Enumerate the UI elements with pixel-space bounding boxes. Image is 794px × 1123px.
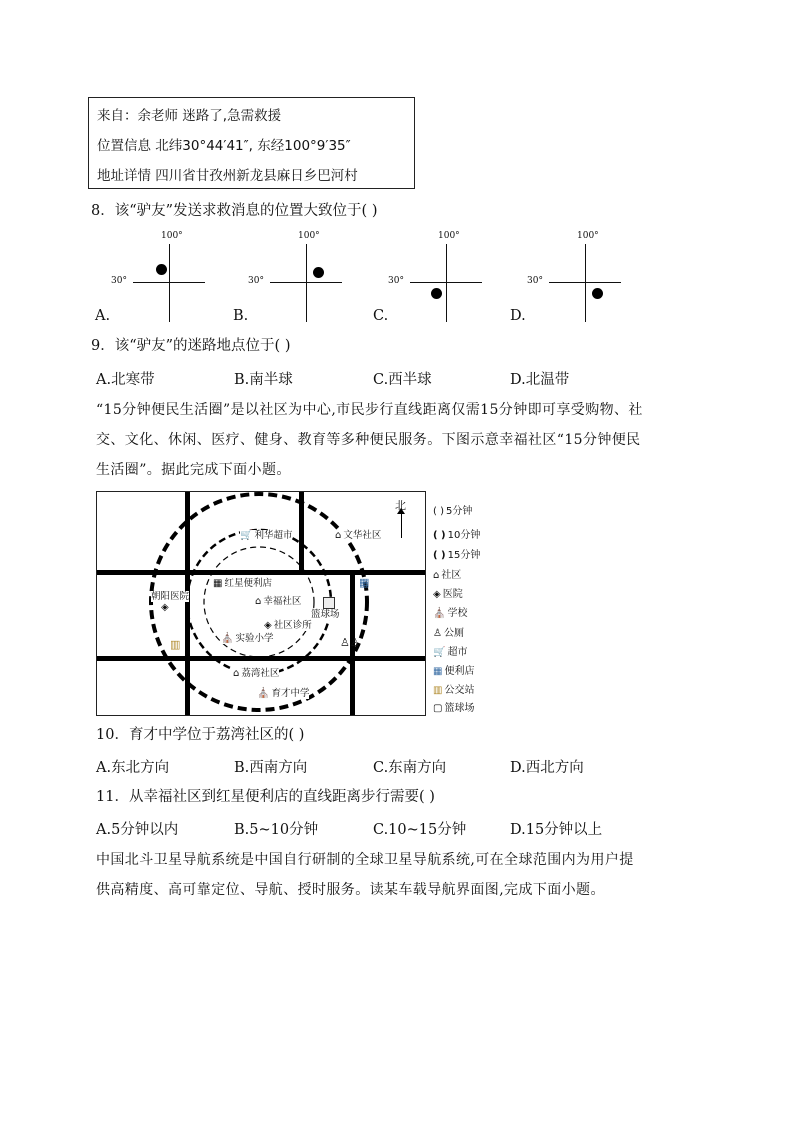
house-icon: ⌂: [233, 668, 240, 679]
q10-option-a: A.东北方向: [96, 760, 170, 776]
legend-10min: ( ) 10分钟: [433, 530, 481, 541]
legend-toilet: ♙ 公厕: [433, 628, 464, 639]
legend-basketball-court: ▢ 篮球场: [433, 703, 475, 714]
wenhua-community: ⌂ 文华社区: [335, 530, 382, 541]
lon-label: 100°: [161, 231, 183, 241]
lihua-supermarket: 🛒 利华超市: [240, 530, 293, 541]
yucai-middle-school: ⛪ 育才中学: [257, 688, 310, 699]
cart-icon: 🛒: [240, 530, 253, 541]
q11-option-b: B.5~10分钟: [234, 822, 319, 838]
chaoyang-hospital: 朝阳医院: [151, 591, 190, 602]
lat-label: 30°: [248, 276, 264, 286]
q10-option-c: C.东南方向: [373, 760, 447, 776]
location-dot: [431, 288, 442, 299]
lat-label: 30°: [111, 276, 127, 286]
north-arrow-icon: [401, 512, 402, 538]
toilet-icon: ♙♙: [340, 636, 360, 649]
hospital-icon: ◈: [264, 620, 272, 631]
hongxing-store: ▦ 红星便利店: [213, 578, 272, 589]
option-b: B.: [233, 308, 249, 324]
option-c: C.: [373, 308, 389, 324]
q11-option-a: A.5分钟以内: [96, 822, 179, 838]
location-dot: [156, 264, 167, 275]
message-box: [88, 97, 415, 189]
toilet-icon: ♙: [433, 628, 442, 639]
store-icon: ▦: [433, 666, 443, 677]
q10-option-d: D.西北方向: [510, 760, 584, 776]
intro-3-line-1: 中国北斗卫星导航系统是中国自行研制的全球卫星导航系统,可在全球范围内为用户提: [96, 852, 634, 868]
school-icon: ⛪: [221, 633, 234, 644]
q9-option-a: A.北寒带: [96, 372, 155, 388]
dashed-ring-thick-icon: ( ): [433, 550, 446, 561]
basketball-court: 篮球场: [311, 609, 340, 620]
legend-community: ⌂ 社区: [433, 570, 462, 581]
north-label: 北: [395, 499, 406, 512]
q9-option-c: C.西半球: [373, 372, 432, 388]
legend-15min: ( ) 15分钟: [433, 550, 481, 561]
cart-icon: 🛒: [433, 647, 446, 658]
store-icon: ▦: [213, 578, 223, 589]
lon-label: 100°: [298, 231, 320, 241]
question-9-stem: 9．该“驴友”的迷路地点位于( ): [91, 338, 291, 354]
community-map: [96, 491, 426, 716]
house-icon: ⌂: [433, 570, 440, 581]
school-icon: ⛪: [433, 608, 446, 619]
legend-convenience-store: ▦ 便利店: [433, 666, 475, 677]
q11-option-c: C.10~15分钟: [373, 822, 467, 838]
basketball-court-icon: [323, 597, 335, 609]
question-10-stem: 10．育才中学位于荔湾社区的( ): [96, 727, 305, 743]
message-address: 地址详情 四川省甘孜州新龙县麻日乡巴河村: [97, 168, 358, 184]
road-horizontal-1: [97, 570, 425, 575]
message-sender: 来自：余老师 迷路了,急需救援: [97, 108, 282, 124]
q11-option-d: D.15分钟以上: [510, 822, 603, 838]
option-a: A.: [95, 308, 111, 324]
intro-3-line-2: 供高精度、高可靠定位、导航、授时服务。读某车载导航界面图,完成下面小题。: [96, 882, 605, 898]
bus-stop-icon: ▥: [170, 638, 181, 651]
legend-school: ⛪ 学校: [433, 608, 468, 619]
experimental-school: ⛪ 实验小学: [221, 633, 274, 644]
house-icon: ⌂: [335, 530, 342, 541]
legend-5min: ( ) 5分钟: [433, 506, 473, 517]
question-8-stem: 8．该“驴友”发送求救消息的位置大致位于( ): [91, 203, 378, 219]
question-11-stem: 11．从幸福社区到红星便利店的直线距离步行需要( ): [96, 789, 435, 805]
liwan-community: ⌂ 荔湾社区: [233, 668, 280, 679]
dashed-ring-medium-icon: ( ): [433, 530, 446, 541]
q9-option-b: B.南半球: [234, 372, 293, 388]
q9-option-d: D.北温带: [510, 372, 570, 388]
school-icon: ⛪: [257, 688, 270, 699]
hospital-icon: ◈: [161, 602, 169, 613]
store-icon: ▦: [359, 576, 370, 589]
q10-option-b: B.西南方向: [234, 760, 308, 776]
intro-2-line-3: 生活圈”。据此完成下面小题。: [96, 462, 291, 478]
intro-2-line-2: 交、文化、休闲、医疗、健身、教育等多种便民服务。下图示意幸福社区“15分钟便民: [96, 432, 641, 448]
lon-label: 100°: [577, 231, 599, 241]
message-location: 位置信息 北纬30°44′41″, 东经100°9′35″: [97, 138, 351, 154]
north-arrowhead-icon: [397, 508, 405, 514]
location-dot: [313, 267, 324, 278]
lat-label: 30°: [388, 276, 404, 286]
basketball-court-icon: ▢: [433, 703, 443, 714]
bus-stop-icon: ▥: [433, 685, 443, 696]
community-clinic: ◈ 社区诊所: [264, 620, 312, 631]
location-dot: [592, 288, 603, 299]
dashed-ring-thin-icon: ( ): [433, 506, 444, 517]
lon-label: 100°: [438, 231, 460, 241]
hospital-icon: ◈: [433, 589, 441, 600]
option-d: D.: [510, 308, 526, 324]
intro-2-line-1: “15分钟便民生活圈”是以社区为中心,市民步行直线距离仅需15分钟即可享受购物、社: [96, 402, 643, 418]
lat-label: 30°: [527, 276, 543, 286]
house-icon: ⌂: [255, 596, 262, 607]
xingfu-community: ⌂ 幸福社区: [255, 596, 302, 607]
legend-hospital: ◈ 医院: [433, 589, 463, 600]
legend-supermarket: 🛒 超市: [433, 647, 468, 658]
legend-bus-stop: ▥ 公交站: [433, 685, 475, 696]
